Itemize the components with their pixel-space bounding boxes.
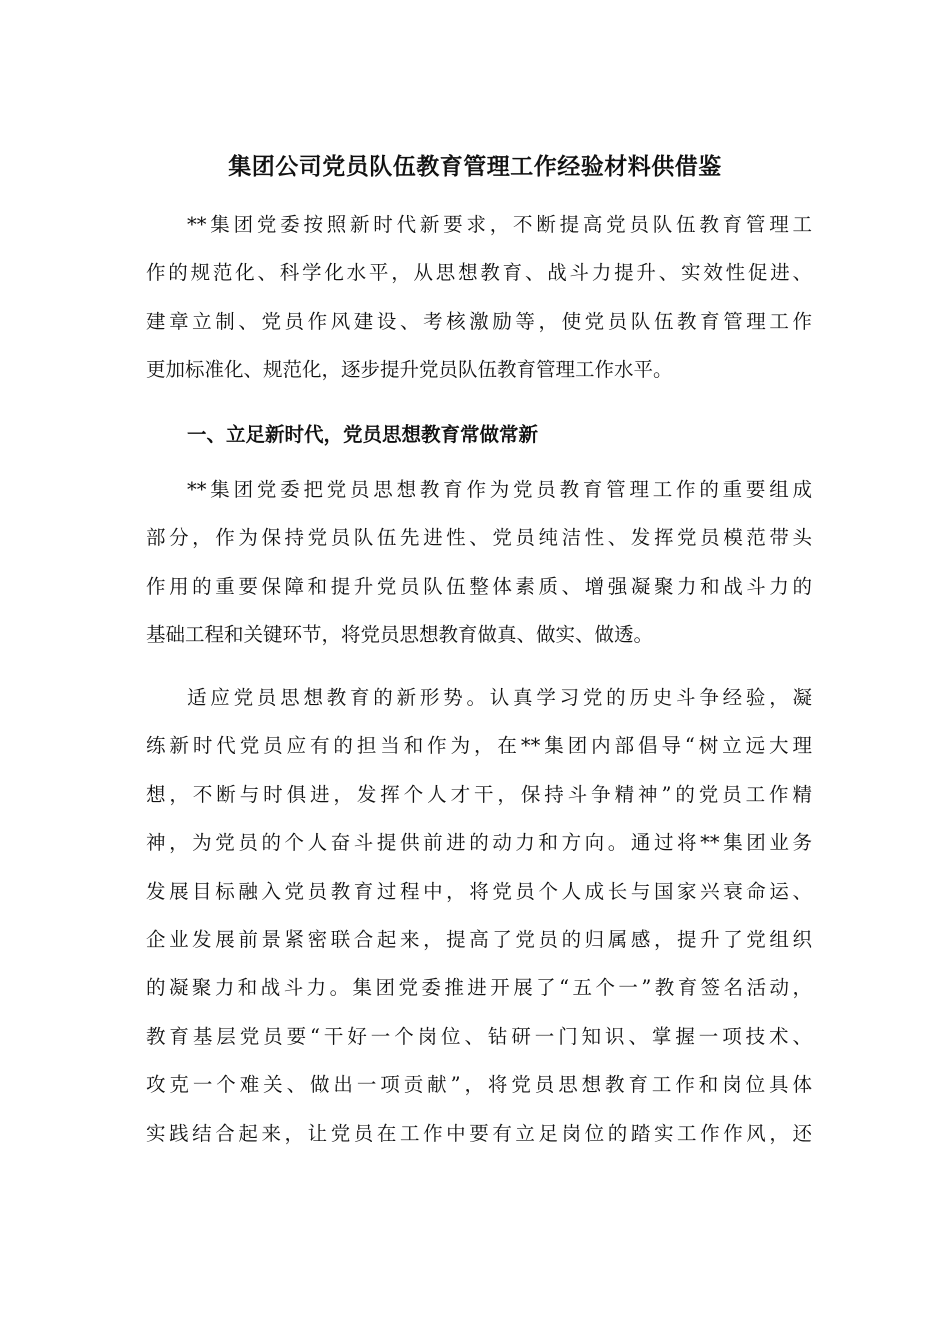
paragraph-line: 企业发展前景紧密联合起来，提高了党员的归属感，提升了党组织 [146, 927, 812, 951]
paragraph-line: **集团党委按照新时代新要求，不断提高党员队伍教育管理工 [187, 213, 812, 236]
paragraph-line: 的凝聚力和战斗力。集团党委推进开展了“五个一”教育签名活动， [146, 976, 812, 1000]
section-heading-1: 一、立足新时代，党员思想教育常做常新 [187, 423, 539, 446]
paragraph-line: 攻克一个难关、做出一项贡献”，将党员思想教育工作和岗位具体 [146, 1073, 812, 1097]
paragraph-line: 作用的重要保障和提升党员队伍整体素质、增强凝聚力和战斗力的 [146, 574, 812, 598]
paragraph-line: 教育基层党员要“干好一个岗位、钻研一门知识、掌握一项技术、 [146, 1024, 812, 1048]
paragraph-line: 部分，作为保持党员队伍先进性、党员纯洁性、发挥党员模范带头 [146, 526, 812, 550]
document-title: 集团公司党员队伍教育管理工作经验材料供借鉴 [228, 153, 722, 180]
paragraph-line: 练新时代党员应有的担当和作为，在**集团内部倡导“树立远大理 [146, 734, 812, 758]
paragraph-line: 更加标准化、规范化，逐步提升党员队伍教育管理工作水平。 [146, 358, 673, 382]
paragraph-line: 作的规范化、科学化水平，从思想教育、战斗力提升、实效性促进、 [146, 261, 812, 285]
paragraph-intro [146, 201, 812, 395]
paragraph-line: **集团党委把党员思想教育作为党员教育管理工作的重要组成 [187, 478, 812, 501]
paragraph-line: 适应党员思想教育的新形势。认真学习党的历史斗争经验，凝 [187, 686, 812, 709]
paragraph-section1-intro [146, 466, 812, 660]
paragraph-line: 发展目标融入党员教育过程中，将党员个人成长与国家兴衰命运、 [146, 879, 812, 903]
paragraph-section1-detail [146, 674, 812, 1158]
paragraph-line: 建章立制、党员作风建设、考核激励等，使党员队伍教育管理工作 [146, 309, 812, 333]
paragraph-line: 神，为党员的个人奋斗提供前进的动力和方向。通过将**集团业务 [146, 831, 812, 855]
paragraph-line: 基础工程和关键环节，将党员思想教育做真、做实、做透。 [146, 623, 654, 647]
paragraph-line: 想，不断与时俱进，发挥个人才干，保持斗争精神”的党员工作精 [146, 782, 812, 806]
paragraph-line: 实践结合起来，让党员在工作中要有立足岗位的踏实工作作风，还 [146, 1121, 812, 1145]
